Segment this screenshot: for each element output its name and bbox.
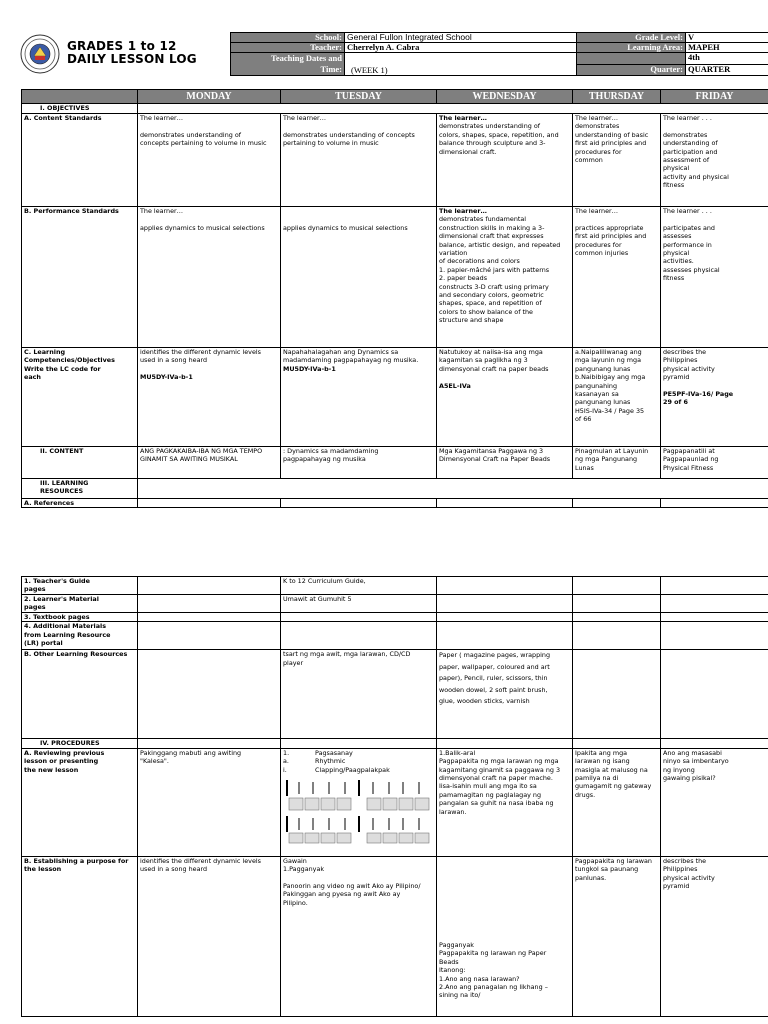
purpose-row: [22, 856, 768, 1016]
day-friday: FRIDAY: [661, 90, 768, 104]
content-standards-row: [22, 114, 768, 207]
competencies-mon: [138, 348, 281, 447]
dates-label-1: Teaching Dates and: [270, 53, 342, 63]
day-wednesday: WEDNESDAY: [437, 90, 573, 104]
corner-cell: [22, 90, 138, 104]
purpose-mon: identifies the different dynamic levels used in a song heard: [138, 856, 281, 1016]
dates-value: (WEEK 1): [345, 53, 577, 76]
tb-wed: [437, 613, 573, 622]
content-standards-mon: The learner… demonstrates understanding of concepts pertaining to volume in music: [138, 114, 281, 207]
am-mon: [138, 622, 281, 650]
title-line-1: GRADES 1 to 12: [67, 39, 177, 53]
procedures-mon: [138, 739, 281, 748]
title-line-2: DAILY LESSON LOG: [67, 52, 197, 66]
purpose-label: B. Establishing a purpose for the lesson: [22, 856, 138, 1016]
review-fri: Ano ang masasabi ninyo sa imbentaryo ng inyong gawaing pisikal?: [661, 748, 768, 856]
am-label: 4. Additional Materials from Learning Resource (LR) portal: [22, 622, 138, 650]
review-thu: Ipakita ang mga larawan ng isang masigla at malusog na pamilya na di gumagamit ng gateway drugs.: [573, 748, 661, 856]
review-tue-item: [283, 757, 434, 765]
competencies-wed-code: A5EL-IVa: [439, 381, 471, 390]
objectives-row: [22, 104, 768, 114]
lesson-log-table-1: [21, 89, 768, 508]
tb-row: [22, 613, 768, 622]
review-tue-item-num: a.: [283, 757, 289, 766]
performance-standards-mon: The learner… applies dynamics to musical selections: [138, 207, 281, 348]
content-standards-label: A. Content Standards: [22, 114, 138, 207]
tg-tue: K to 12 Curriculum Guide,: [281, 577, 437, 595]
content-wed: Mga Kagamitansa Paggawa ng 3 Dimensyonal Craft na Paper Beads: [437, 447, 573, 479]
area-label: Learning Area:: [577, 43, 686, 53]
competencies-thu: a.Naipaliliwanag ang mga layunin ng mga pangunang lunas b.Naibibigay ang mga pangunahing kasanayan sa pangunang lunas H5IS-IVa-34 / Page 35 of 66: [573, 348, 661, 447]
competencies-row: [22, 348, 768, 447]
olr-mon: [138, 650, 281, 739]
performance-standards-wed-heading: The learner…: [439, 207, 487, 215]
content-thu: Pinagmulan at Layunin ng mga Pangunang Lunas: [573, 447, 661, 479]
content-fri: Pagpapanatili at Pagpapaunlad ng Physical Fitness: [661, 447, 768, 479]
olr-row: [22, 650, 768, 739]
day-header-row: [22, 90, 768, 104]
content-standards-wed-heading: The learner…: [439, 114, 487, 122]
references-wed: [437, 499, 573, 508]
review-label: A. Reviewing previous lesson or presenting the new lesson: [22, 748, 138, 856]
lm-fri: [661, 595, 768, 613]
lm-row: [22, 595, 768, 613]
competencies-tue: [281, 348, 437, 447]
review-wed: 1.Balik-aral Pagpapakita ng mga larawan ng mga kagamitang ginamit sa paggawa ng 3 dimensyonal craft na paper mache. Iisa-isahin muli ang mga ito sa pamamagitan ng paglalagay ng pangalan sa guhit na nasa ibaba ng larawan.: [437, 748, 573, 856]
purpose-wed: Pagganyak Pagpapakita ng larawan ng Paper Beads Itanong: 1.Ano ang nasa larawan? 2.Ano ang panagalan ng likhang – sining na ito/: [437, 856, 573, 1016]
competencies-tue-code: MU5DY-IVa-b-1: [283, 364, 336, 373]
content-standards-fri: The learner . . . demonstrates understanding of participation and assessment of physical activity and physical fitness: [661, 114, 768, 207]
objectives-empty: [138, 104, 768, 114]
day-tuesday: TUESDAY: [281, 90, 437, 104]
tb-tue: [281, 613, 437, 622]
rhythm-notation-icon: [283, 778, 433, 844]
tg-wed: [437, 577, 573, 595]
header-info-table: [230, 32, 768, 76]
content-label: II. CONTENT: [22, 447, 138, 479]
olr-tue: tsart ng mga awit, mga larawan, CD/CD player: [281, 650, 437, 739]
lm-thu: [573, 595, 661, 613]
performance-standards-fri: The learner . . . participates and assesses performance in physical activities. assesses physical fitness: [661, 207, 768, 348]
lm-mon: [138, 595, 281, 613]
tg-fri: [661, 577, 768, 595]
am-fri: [661, 622, 768, 650]
competencies-wed-text: Natutukoy at naiisa-isa ang mga kagamitan sa paglikha ng 3 dimensyonal craft na paper beads: [439, 348, 549, 373]
references-thu: [573, 499, 661, 508]
review-tue: [281, 748, 437, 856]
review-tue-item-num: i.: [283, 765, 287, 774]
teacher-label: Teacher:: [231, 43, 345, 53]
review-tue-item: [283, 766, 434, 774]
references-label: A. References: [22, 499, 138, 508]
quarter-label-blank: [577, 53, 686, 65]
grade-value: V: [686, 33, 768, 43]
review-tue-item-text: Clapping/Paagpalakpak: [315, 765, 390, 774]
quarter-value: QUARTER: [686, 64, 768, 76]
learning-resources-row: [22, 479, 768, 499]
competencies-fri-text: describes the Philippines physical activity pyramid: [663, 348, 715, 382]
dates-label-2: Time:: [320, 64, 342, 74]
procedures-tue: [281, 739, 437, 748]
dates-label: [231, 53, 345, 76]
review-row: [22, 748, 768, 856]
tg-label: 1. Teacher's Guide pages: [22, 577, 138, 595]
procedures-fri: [661, 739, 768, 748]
lm-wed: [437, 595, 573, 613]
lm-tue: Umawit at Gumuhit 5: [281, 595, 437, 613]
review-tue-list: [283, 749, 434, 774]
deped-seal-icon: [20, 34, 60, 74]
procedures-wed: [437, 739, 573, 748]
purpose-thu: Pagpapakita ng larawan tungkol sa paunang panlunas.: [573, 856, 661, 1016]
procedures-row: [22, 739, 768, 748]
content-standards-wed-text: demonstrates understanding of colors, shapes, space, repetition, and balance through sculpture and 3- dimensional craft.: [439, 122, 559, 156]
grade-label: Grade Level:: [577, 33, 686, 43]
am-wed: [437, 622, 573, 650]
competencies-label: C. Learning Competencies/Objectives Write the LC code for each: [22, 348, 138, 447]
teacher-value: Cherrelyn A. Cabra: [345, 43, 577, 53]
review-tue-item-text: Rhythmic: [315, 757, 346, 766]
quarter-value-top: 4th: [686, 53, 768, 65]
content-row: [22, 447, 768, 479]
references-fri: [661, 499, 768, 508]
tg-mon: [138, 577, 281, 595]
am-tue: [281, 622, 437, 650]
competencies-fri: [661, 348, 768, 447]
am-row: [22, 622, 768, 650]
references-row: [22, 499, 768, 508]
objectives-label: I. OBJECTIVES: [22, 104, 138, 114]
content-standards-tue: The learner… demonstrates understanding of concepts pertaining to volume in music: [281, 114, 437, 207]
review-mon: Pakinggang mabuti ang awiting "Kalesa".: [138, 748, 281, 856]
performance-standards-thu: The learner… practices appropriate first aid principles and procedures for common injuries: [573, 207, 661, 348]
school-value: General Fullon Integrated School: [345, 33, 577, 43]
day-monday: MONDAY: [138, 90, 281, 104]
quarter-label: Quarter:: [577, 64, 686, 76]
content-standards-wed: [437, 114, 573, 207]
content-tue: : Dynamics sa madamdaming pagpapahayag ng musika: [281, 447, 437, 479]
references-mon: [138, 499, 281, 508]
procedures-thu: [573, 739, 661, 748]
competencies-fri-code: PE5PF-IVa-16/ Page 29 of 6: [663, 390, 734, 407]
olr-fri: [661, 650, 768, 739]
lesson-log-table-2: [21, 576, 768, 1017]
lm-label: 2. Learner's Material pages: [22, 595, 138, 613]
review-tue-item: [283, 749, 434, 757]
purpose-fri: describes the Philippines physical activity pyramid: [661, 856, 768, 1016]
review-tue-item-text: Pagsasanay: [315, 748, 353, 757]
tb-label: 3. Textbook pages: [22, 613, 138, 622]
references-tue: [281, 499, 437, 508]
performance-standards-label: B. Performance Standards: [22, 207, 138, 348]
performance-standards-wed-text: demonstrates fundamental construction skills in making a 3- dimensional craft that expresses balance, artistic design, and repeated variation of decorations and colors 1. papier-mâché jars with patterns 2. paper beads constructs 3-D craft using primary and secondary colors, geometric shapes, space, and repetition of colors to show balance of the structure and shape: [439, 215, 561, 325]
tb-thu: [573, 613, 661, 622]
learning-resources-empty: [138, 479, 768, 499]
am-thu: [573, 622, 661, 650]
area-value: MAPEH: [686, 43, 768, 53]
competencies-wed: [437, 348, 573, 447]
performance-standards-tue: applies dynamics to musical selections: [281, 207, 437, 348]
tb-fri: [661, 613, 768, 622]
document-title: [67, 40, 197, 66]
competencies-mon-code: MU5DY-IVa-b-1: [140, 373, 193, 382]
content-standards-thu: The learner… demonstrates understanding of basic first aid principles and procedures for common: [573, 114, 661, 207]
performance-standards-wed: [437, 207, 573, 348]
tb-mon: [138, 613, 281, 622]
day-thursday: THURSDAY: [573, 90, 661, 104]
competencies-mon-text: identifies the different dynamic levels used in a song heard: [140, 348, 261, 365]
purpose-tue: Gawain 1.Pagganyak Panoorin ang video ng awit Ako ay Pilipino/ Pakinggan ang pyesa ng awit Ako ay Pilipino.: [281, 856, 437, 1016]
performance-standards-row: [22, 207, 768, 348]
review-tue-item-num: 1.: [283, 748, 290, 757]
learning-resources-label: III. LEARNING RESOURCES: [22, 479, 138, 499]
olr-thu: [573, 650, 661, 739]
tg-row: [22, 577, 768, 595]
competencies-tue-text: Napahahalagahan ang Dynamics sa madamdaming pagpapahayag ng musika.: [283, 348, 419, 365]
tg-thu: [573, 577, 661, 595]
content-mon: ANG PAGKAKAIBA-IBA NG MGA TEMPO GINAMIT SA AWITING MUSIKAL: [138, 447, 281, 479]
procedures-label: IV. PROCEDURES: [22, 739, 138, 748]
olr-wed: Paper ( magazine pages, wrapping paper, wallpaper, coloured and art paper), Pencil, ruler, scissors, thin wooden dowel, 2 soft paint brush, glue, wooden sticks, varnish: [437, 650, 573, 739]
school-label: School:: [231, 33, 345, 43]
olr-label: B. Other Learning Resources: [22, 650, 138, 739]
